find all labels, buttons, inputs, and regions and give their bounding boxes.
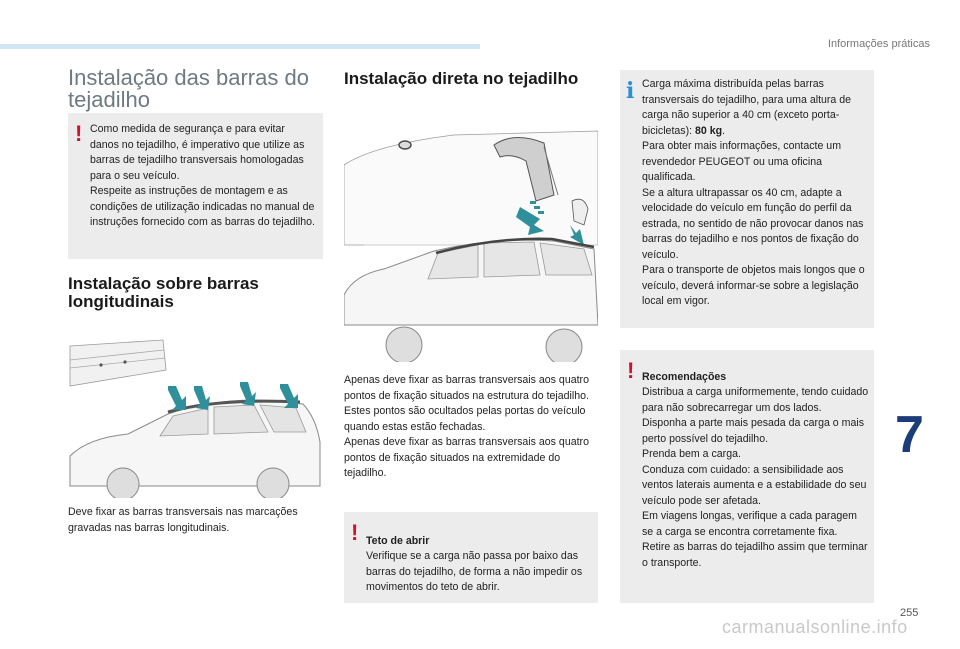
watermark: carmanualsonline.info xyxy=(722,617,908,637)
car-roof-fixing-illustration xyxy=(344,125,598,362)
sunroof-warning-content xyxy=(366,518,592,596)
figure-longitudinal-bars xyxy=(68,338,323,498)
info-icon: i xyxy=(626,78,635,104)
subtitle-direct-roof: Instalação direta no tejadilho xyxy=(344,69,579,88)
warning-icon: ! xyxy=(351,520,359,545)
warning-text: Como medida de segurança e para evitar danos no tejadilho, é imperativo que utilize as barras de tejadilho transversais homologadas para o seu veículo. Respeite as instruções de montagem e as condições de utilização indicadas no manual de instruções fornecido com as barras do tejadilho. xyxy=(90,123,315,228)
info-text-rest: . Para obter mais informações, contacte um revendedor PEUGEOT ou uma oficina qualificada. Se a altura ultrapassar os 40 cm, adapte a velocidade do veículo em função do perfil da estrada, no sentido de não provocar danos nas barras do tejadilho e nos pontos de fixação do veículo. Para o transporte de objetos mais longos que o veículo, deverá informar-se sobre a legislação local em vigor. xyxy=(642,124,865,307)
warning-icon: ! xyxy=(75,121,83,146)
direct-roof-body: Apenas deve fixar as barras transversais aos quatro pontos de fixação situados na estrutura do tejadilho. Estes pontos são ocultados pelas portas do veículo quando estas estão fechadas. Apenas deve fixar as barras transversais aos quatro pontos de fixação situados na extremidade do tejadilho. xyxy=(344,374,589,479)
info-text xyxy=(642,77,870,310)
sunroof-warning-title: Teto de abrir xyxy=(366,534,430,547)
warning-box xyxy=(68,113,323,259)
page-number: 255 xyxy=(900,607,919,619)
page-title: Instalação das barras do tejadilho xyxy=(68,65,309,112)
info-box xyxy=(620,70,874,328)
sunroof-warning-text: Verifique se a carga não passa por baixo das barras do tejadilho, de forma a não impedir os movimentos do teto de abrir. xyxy=(366,550,583,593)
recommendations-title: Recomendações xyxy=(642,370,727,383)
caption-longitudinal: Deve fixar as barras transversais nas marcações gravadas nas barras longitudinais. xyxy=(68,506,298,534)
recommendations-content xyxy=(642,354,870,571)
figure-direct-roof xyxy=(344,125,598,362)
sunroof-warning-box xyxy=(344,512,598,603)
header-accent-bar xyxy=(0,44,480,49)
info-max-load: 80 kg xyxy=(694,124,723,137)
info-text-main: Carga máxima distribuída pelas barras transversais do tejadilho, para uma altura de carga não superior a 40 cm (exceto porta-bicicletas): xyxy=(642,78,852,137)
recommendations-text: Distribua a carga uniformemente, tendo cuidado para não sobrecarregar um dos lados. Disponha a parte mais pesada da carga o mais perto possível do tejadilho. Prenda bem a carga. Conduza com cuidado: a sensibilidade aos ventos laterais aumenta e a estabilidade do seu veículo pode ser afetada. Em viagens longas, verifique a cada paragem se a carga se encontra corretamente fixa. Retire as barras do tejadilho assim que terminar o transporte. xyxy=(642,386,869,569)
warning-icon: ! xyxy=(627,358,635,383)
recommendations-box xyxy=(620,350,874,603)
car-longitudinal-illustration xyxy=(68,338,323,498)
subtitle-longitudinal: Instalação sobre barras longitudinais xyxy=(68,274,259,311)
chapter-number: 7 xyxy=(895,406,924,464)
section-title: Informações práticas xyxy=(827,38,930,50)
